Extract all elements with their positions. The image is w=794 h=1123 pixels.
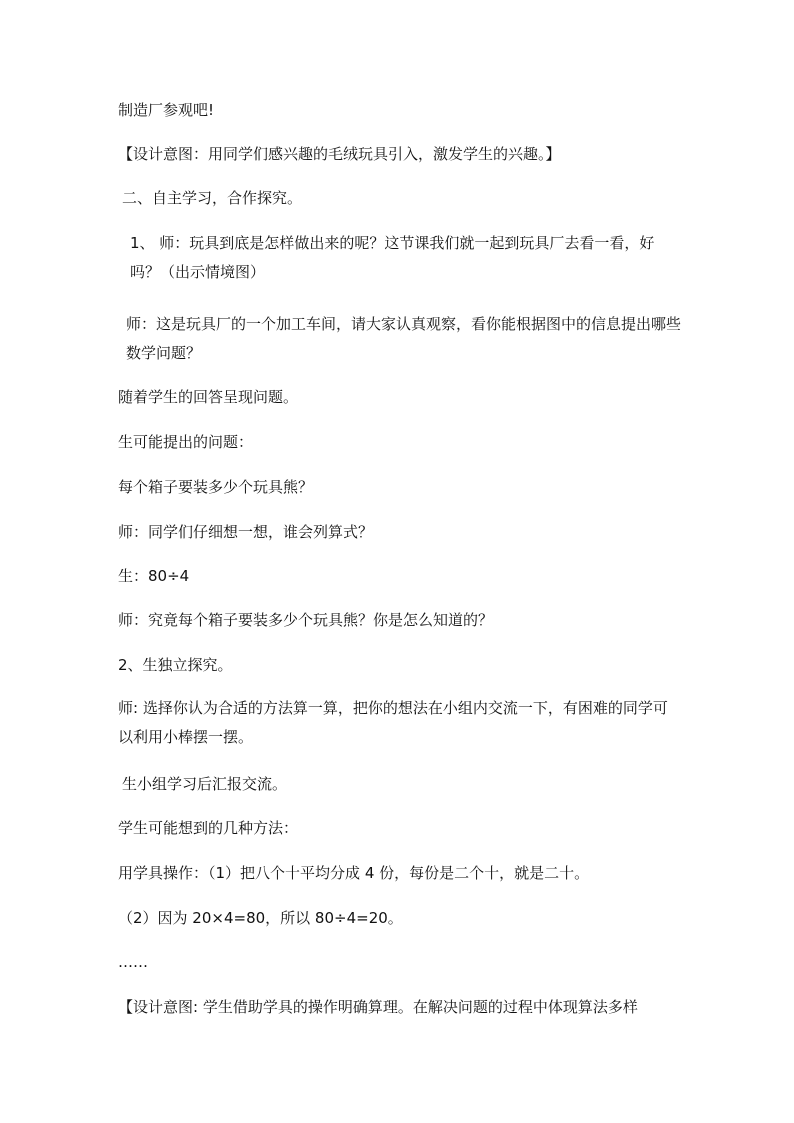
teacher-followup: 师：究竟每个箱子要装多少个玩具熊？你是怎么知道的？ xyxy=(118,611,494,629)
student-answer: 生：80÷4 xyxy=(118,567,190,585)
paragraph-line: 生可能提出的问题： xyxy=(118,433,254,451)
paragraph-line: 学生可能想到的几种方法： xyxy=(118,819,299,837)
ellipsis: …… xyxy=(118,953,148,971)
student-question: 每个箱子要装多少个玩具熊？ xyxy=(118,478,314,496)
teacher-guidance: 师: 选择你认为合适的方法算一算，把你的想法在小组内交流一下，有困难的同学可以利用小棒摆一摆。 xyxy=(118,699,668,746)
method-step-2: （2）因为 20×4=80，所以 80÷4=20。 xyxy=(118,909,403,927)
teacher-question-1: 1、 师：玩具到底是怎样做出来的呢？这节课我们就一起到玩具厂去看一看，好吗？（出示情境图） xyxy=(130,234,655,281)
paragraph-line: 随着学生的回答呈现问题。 xyxy=(118,388,299,406)
method-step-1: 用学具操作：（1）把八个十平均分成 4 份，每份是二个十，就是二十。 xyxy=(118,864,590,882)
teacher-prompt: 师：同学们仔细想一想，谁会列算式？ xyxy=(118,523,374,541)
paragraph-continuation: 制造厂参观吧! xyxy=(118,101,215,119)
teacher-instruction: 师：这是玩具厂的一个加工车间，请大家认真观察，看你能根据图中的信息提出哪些数学问题？ xyxy=(126,315,682,362)
step-heading: 2、生独立探究。 xyxy=(118,656,233,674)
design-intent-note: 【设计意图：用同学们感兴趣的毛绒玩具引入，激发学生的兴趣。】 xyxy=(118,145,561,163)
section-heading: 二、自主学习，合作探究。 xyxy=(122,189,303,207)
paragraph-line: 生小组学习后汇报交流。 xyxy=(122,775,288,793)
design-intent-note: 【设计意图: 学生借助学具的操作明确算理。在解决问题的过程中体现算法多样 xyxy=(118,998,638,1016)
